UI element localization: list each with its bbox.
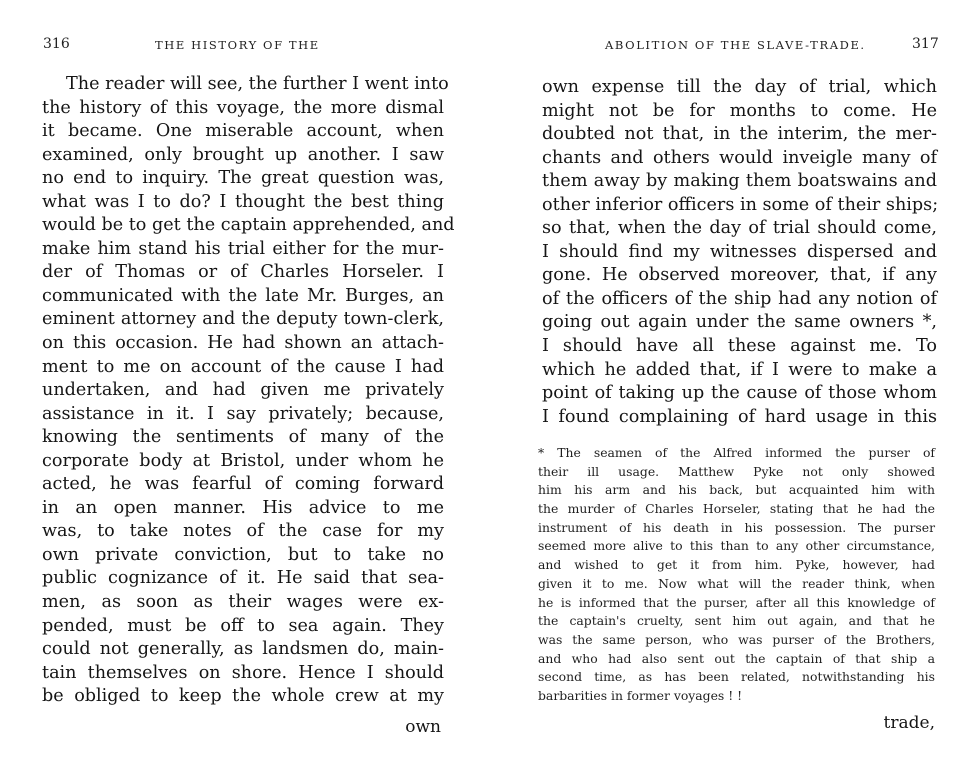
footnote-line: their ill usage. Matthew Pyke not only showed <box>538 463 935 479</box>
text-line: on this occasion. He had shown an attach- <box>42 333 444 354</box>
footnote-line: and wished to get it from him. Pyke, however, had <box>538 557 935 573</box>
catchword-right: trade, <box>883 713 935 733</box>
text-line: tain themselves on shore. Hence I should <box>42 662 444 683</box>
text-line: gone. He observed moreover, that, if any <box>542 265 937 286</box>
text-line: doubted not that, in the interim, the mer- <box>542 124 937 145</box>
text-line: the history of this voyage, the more dismal <box>42 97 444 118</box>
left-body-text <box>42 73 455 709</box>
text-line: what was I to do? I thought the best thing <box>42 191 444 212</box>
text-line: pended, must be off to sea again. They <box>42 615 444 636</box>
footnote-line: and who had also sent out the captain of that ship a <box>538 650 935 666</box>
text-line: own private conviction, but to take no <box>42 544 444 565</box>
text-line: which he added that, if I were to make a <box>542 359 937 380</box>
text-line: I should have all these against me. To <box>542 336 937 357</box>
text-line: own expense till the day of trial, which <box>542 77 937 97</box>
text-line: no end to inquiry. The great question was, <box>42 168 444 189</box>
page-number-right: 317 <box>912 36 939 52</box>
text-line: The reader will see, the further I went into <box>66 74 449 94</box>
text-line: could not generally, as landsmen do, main- <box>42 639 444 660</box>
text-line: it became. One miserable account, when <box>42 121 444 142</box>
text-line: them away by making them boatswains and <box>542 171 937 192</box>
text-line: point of taking up the cause of those whom <box>542 383 937 404</box>
footnote-line: him his arm and his back, but acquainted him with <box>538 482 935 498</box>
text-line: men, as soon as their wages were ex- <box>42 592 444 613</box>
text-line: might not be for months to come. He <box>542 100 937 121</box>
footnote-line: barbarities in former voyages ! ! <box>538 687 743 703</box>
footnote-line: he is informed that the purser, after all this knowledge of <box>538 594 935 610</box>
text-line: chants and others would inveigle many of <box>542 147 937 168</box>
text-line: was, to take notes of the case for my <box>42 521 444 542</box>
text-line: so that, when the day of trial should come, <box>542 218 937 239</box>
footnote-line: was the same person, who was purser of the Brothers, <box>538 631 935 647</box>
text-line: I should find my witnesses dispersed and <box>542 241 937 262</box>
right-page <box>490 0 980 776</box>
footnote-line: seemed more alive to this than to any other circumstance, <box>538 538 935 554</box>
text-line: of the officers of the ship had any notion of <box>542 288 937 309</box>
text-line: assistance in it. I say privately; because, <box>42 403 444 424</box>
text-line: make him stand his trial either for the mur- <box>42 238 444 259</box>
text-line: would be to get the captain apprehended, and <box>42 215 455 236</box>
text-line: other inferior officers in some of their ships; <box>542 194 939 215</box>
footnote-line: given it to me. Now what will the reader think, when <box>538 575 935 591</box>
text-line: communicated with the late Mr. Burges, an <box>42 285 444 306</box>
text-line: examined, only brought up another. I saw <box>42 144 444 165</box>
right-body-text <box>542 76 937 429</box>
text-line: in an open manner. His advice to me <box>42 497 444 518</box>
text-line: I found complaining of hard usage in this <box>542 406 937 427</box>
text-line: acted, he was fearful of coming forward <box>42 474 444 495</box>
footnote-line: * The seamen of the Alfred informed the purser of <box>538 445 935 460</box>
running-head-right: ABOLITION OF THE SLAVE-TRADE. <box>605 38 866 52</box>
running-head-left: THE HISTORY OF THE <box>155 38 320 52</box>
text-line: corporate body at Bristol, under whom he <box>42 450 444 471</box>
footnote-line: instrument of his death in his possession. The purser <box>538 519 935 535</box>
footnote <box>538 444 935 706</box>
footnote-line: second time, as has been related, notwithstanding his <box>538 669 935 685</box>
text-line: ment to me on account of the cause I had <box>42 356 444 377</box>
text-line: undertaken, and had given me privately <box>42 380 444 401</box>
text-line: knowing the sentiments of many of the <box>42 427 444 448</box>
footnote-line: the captain's cruelty, sent him out again, and that he <box>538 613 935 629</box>
footnote-line: the murder of Charles Horseler, stating that he had the <box>538 501 935 517</box>
text-line: be obliged to keep the whole crew at my <box>42 686 444 707</box>
text-line: eminent attorney and the deputy town-clerk, <box>42 309 444 330</box>
text-line: going out again under the same owners *, <box>542 312 937 333</box>
catchword-left: own <box>405 717 441 737</box>
text-line: public cognizance of it. He said that sea- <box>42 568 444 589</box>
page-number-left: 316 <box>43 36 70 52</box>
text-line: der of Thomas or of Charles Horseler. I <box>42 262 444 283</box>
